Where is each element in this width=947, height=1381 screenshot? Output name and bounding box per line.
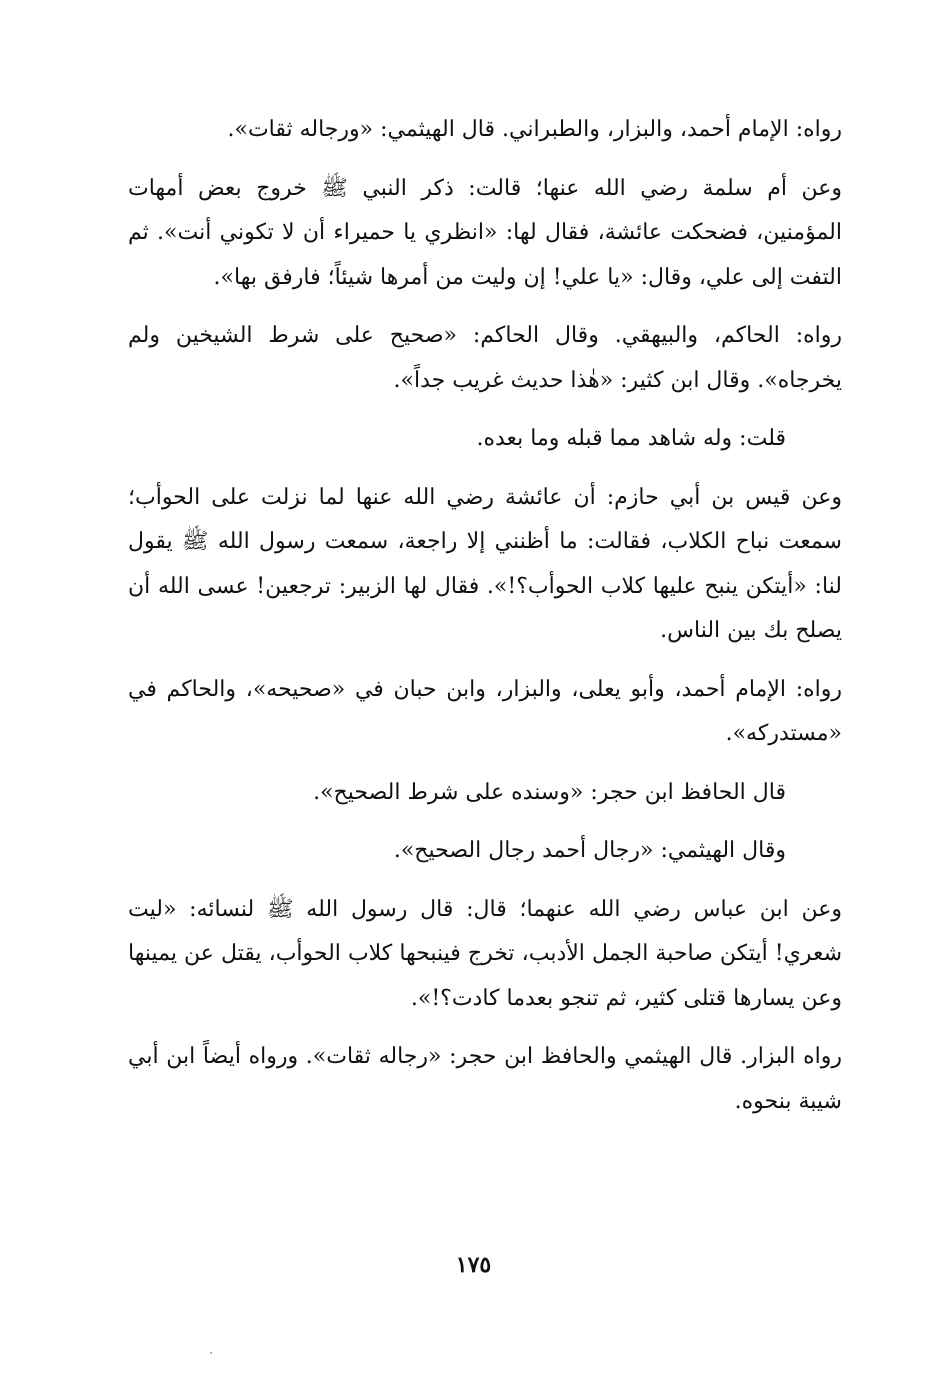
paragraph-ibn-abbas-hadith: وعن ابن عباس رضي الله عنهما؛ قال: قال رسول الله ﷺ لنسائه: «ليت شعري! أيتكن صاحبة الجمل الأدبب، تخرج فينبحها كلاب الحوأب، يقتل عن يمينها وعن يسارها قتلى كثير، ثم تنجو بعدما كادت؟!».: [128, 896, 842, 1011]
paragraph-haythami-grading: وقال الهيثمي: «رجال أحمد رجال الصحيح».: [393, 838, 786, 863]
paragraph-ibn-hajar-grading: قال الحافظ ابن حجر: «وسنده على شرط الصحيح».: [313, 779, 786, 805]
page-number: ١٧٥: [455, 1252, 492, 1278]
paragraph-author-note: قلت: وله شاهد مما قبله وما بعده.: [476, 426, 786, 451]
paragraph-riwayah-ahmad: رواه: الإمام أحمد، والبزار، والطبراني. قال الهيثمي: «ورجاله ثقات».: [227, 117, 842, 142]
paragraph-riwayah-hakim: رواه: الحاكم، والبيهقي. وقال الحاكم: «صحيح على شرط الشيخين ولم يخرجاه». وقال ابن كثير: «هٰذا حديث غريب جداً».: [128, 323, 842, 393]
page-body: [128, 108, 842, 1124]
paragraph-riwayah-bazzar: رواه البزار. قال الهيثمي والحافظ ابن حجر: «رجاله ثقات». ورواه أيضاً ابن أبي شيبة بنحوه.: [128, 1044, 842, 1114]
paragraph-umm-salama-hadith: وعن أم سلمة رضي الله عنها؛ قالت: ذكر النبي ﷺ خروج بعض أمهات المؤمنين، فضحكت عائشة، فقال لها: «انظري يا حميراء أن لا تكوني أنت». ثم التفت إلى علي، وقال: «يا علي! إن وليت من أمرها شيئاً؛ فارفق بها».: [128, 175, 842, 290]
paragraph-riwayah-ibn-hibban: رواه: الإمام أحمد، وأبو يعلى، والبزار، وابن حبان في «صحيحه»، والحاكم في «مستدركه».: [128, 676, 842, 746]
scan-speck: [210, 1352, 212, 1354]
paragraph-qays-hadith: وعن قيس بن أبي حازم: أن عائشة رضي الله عنها لما نزلت على الحوأب؛ سمعت نباح الكلاب، فقالت: ما أظنني إلا راجعة، سمعت رسول الله ﷺ يقول لنا: «أيتكن ينبح عليها كلاب الحوأب؟!». فقال لها الزبير: ترجعين! عسى الله أن يصلح بك بين الناس.: [128, 484, 842, 643]
